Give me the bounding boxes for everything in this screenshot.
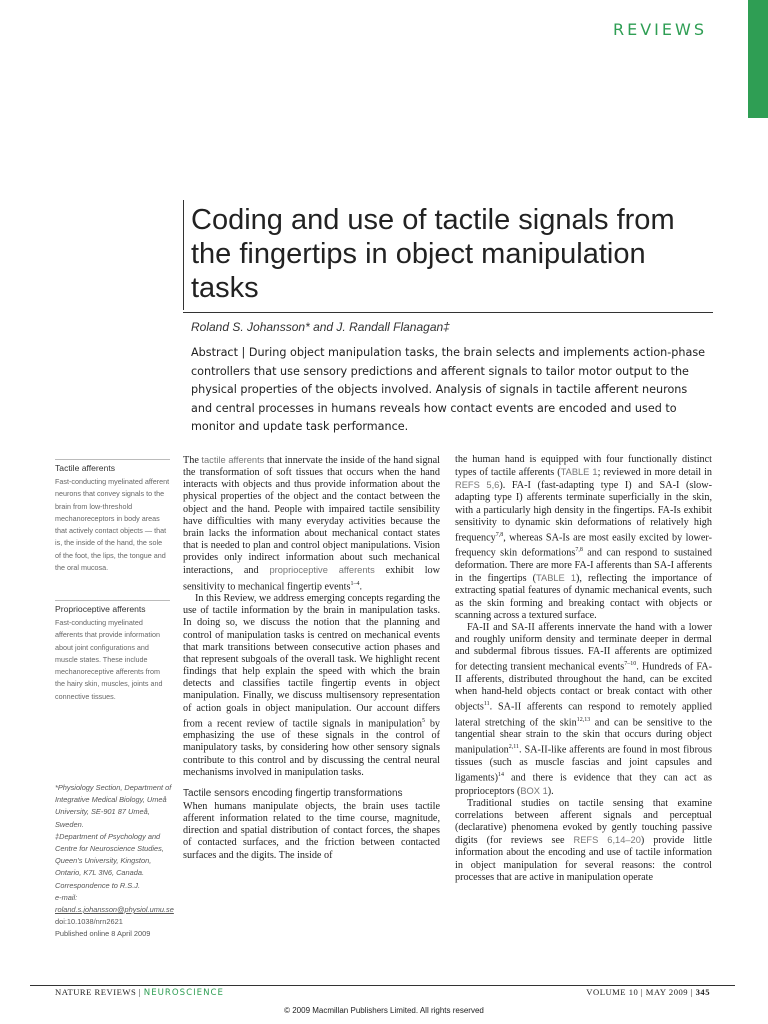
email-label: e-mail: xyxy=(55,892,78,902)
body-column-1 xyxy=(183,454,440,862)
glossary-term: Tactile afferents xyxy=(55,459,170,473)
citation: 2,11 xyxy=(508,744,520,751)
citation: 14 xyxy=(498,772,505,779)
glossary-definition: Fast-conducting myelinated afferent neurons that convey signals to the brain from low-threshold mechanoreceptors in body areas that actively contact objects — that is, the inside of the hand, the sole of the foot, the lips, the tongue and the oral mucosa. xyxy=(55,477,170,573)
section-color-bar xyxy=(748,0,768,118)
article-abstract: Abstract | During object manipulation tasks, the brain selects and implements action-phase controllers that use sensory predictions and afferent signals to tailor motor output to the physical properties of the objects involved. Analysis of signals in tactile afferent neurons and central processes in humans reveals how contact events are encoded and used to monitor and update task performance. xyxy=(191,346,706,433)
paragraph: In this Review, we address emerging concepts regarding the use of tactile information by the brain in manipulation tasks. In doing so, we discuss the notion that the planning and control of manipulation tasks is centred on mechanical events that mark transitions between consecutive action phases and that represent subgoals of the overall task. We highlight recent findings that help explain the speed with which the brain detects and classifies tactile fingertip events in object manipulation. Finally, we discuss multisensory representation of action goals in object manipulation. Our account differs from a recent review of tactile signals in manipulation$^5$ by emphasizing the use of these signals in the control of manipulatory tasks, by considering how other sensory signals contribute to this control and by discussing the central neural mechanisms involved in manipulation tasks. xyxy=(183,593,441,778)
doi: doi:10.1038/nrn2621 xyxy=(55,917,123,927)
citation: 1–4 xyxy=(350,580,360,587)
glossary-entry xyxy=(55,459,170,574)
authors-rule xyxy=(183,312,713,313)
glossary-link[interactable]: proprioceptive afferents xyxy=(269,565,375,576)
citation: 7,8 xyxy=(575,547,583,554)
journal-name: NATURE REVIEWS xyxy=(55,987,137,997)
section-tag: REVIEWS xyxy=(613,20,707,39)
footer-rule xyxy=(30,985,735,986)
glossary-entry xyxy=(55,600,170,703)
citation: 7,8 xyxy=(495,531,504,538)
refs-link[interactable]: REFS 5,6 xyxy=(455,480,500,491)
correspondence: Correspondence to R.S.J. xyxy=(55,880,141,890)
refs-link[interactable]: REFS 6,14–20 xyxy=(573,835,641,846)
paragraph: When humans manipulate objects, the brain uses tactile afferent information related to the time course, magnitude, direction and spatial distribution of contact forces, the shapes of contacted surfaces, and the friction between contacted surfaces and the digits. The inside of xyxy=(183,801,440,861)
footer-issue xyxy=(586,987,710,997)
footer-journal: NATURE REVIEWS | NEUROSCIENCE xyxy=(55,987,224,998)
email-line xyxy=(55,892,175,916)
title-rule xyxy=(183,200,184,310)
publication-date: Published online 8 April 2009 xyxy=(55,929,151,939)
volume-info: VOLUME 10 | MAY 2009 | xyxy=(586,987,696,997)
section-heading: Tactile sensors encoding fingertip transformations xyxy=(183,787,403,799)
paragraph: The tactile afferents that innervate the inside of the hand signal the transformation of soft tissues that occurs when the hand interacts with objects and thus provide information about the physical properties of the object and the contact between the object and the hand. People with impaired tactile sensibility have difficulties with many everyday activities because the brain lacks the information about mechanical contact states that is needed to plan and control object manipulations. Vision provides only indirect information about such mechanical interactions, and proprioceptive afferents exhibit low sensitivity to mechanical fingertip events$^{1-4}$. xyxy=(183,455,441,592)
table-link[interactable]: TABLE 1 xyxy=(536,573,577,584)
box-link[interactable]: BOX 1 xyxy=(520,785,548,796)
glossary-definition: Fast-conducting myelinated afferents that provide information about joint configurations and muscle states. These include mechanoreceptive afferents from the hairy skin, muscles, joints and connective tissues. xyxy=(55,618,163,701)
paragraph: Traditional studies on tactile sensing that examine correlations between afferent signals and perceptual (declarative) phenomena evoked by gently touching passive digits (for reviews see REFS 6,14–20) provide little information about the encoding and use of tactile information in object manipulation for several reasons: the control processes that are active in manipulation operate xyxy=(455,797,713,883)
affiliation-1: *Physiology Section, Department of Integrative Medical Biology, Umeå University, SE-901 87 Umeå, Sweden. xyxy=(55,783,172,829)
citation: 12,13 xyxy=(576,716,591,723)
glossary-link[interactable]: tactile afferents xyxy=(201,455,265,465)
article-authors: Roland S. Johansson* and J. Randall Flanagan‡ xyxy=(191,320,450,334)
citation: 7–10 xyxy=(624,661,637,668)
citation: 5 xyxy=(421,717,425,724)
citation: 11 xyxy=(483,701,490,708)
glossary-term: Proprioceptive afferents xyxy=(55,600,170,614)
affiliation-2: ‡Department of Psychology and Centre for Neuroscience Studies, Queen’s University, Kingston, Ontario, K7L 3N6, Canada. xyxy=(55,831,164,878)
email-link[interactable]: roland.s.johansson@physiol.umu.se xyxy=(55,905,174,915)
body-column-2 xyxy=(455,454,712,884)
paragraph: FA-II and SA-II afferents innervate the hand with a lower and roughly uniform density and terminate deeper in dermal and subdermal fibrous tissues. FA-II afferents are optimized for detecting transient mechanical events$^{7-10}$. Hundreds of FA-II afferents, distributed throughout the hand, can be excited when hand-held objects contact or break contact with other objects$^{11}$. SA-II afferents can respond to remotely applied lateral stretching of the skin$^{12,13}$ and can be sensitive to the tangential shear strain to the skin that occurs during object manipulation$^{2,11}$. SA-II-like afferents are found in most fibrous tissues (such as muscle fascias and joint capsules and ligaments)$^{14}$ and there is evidence that they can act as proprioceptors (BOX 1). xyxy=(455,621,712,797)
article-title: Coding and use of tactile signals from the fingertips in object manipulation tasks xyxy=(191,204,675,304)
table-link[interactable]: TABLE 1 xyxy=(560,467,598,478)
page-number: 345 xyxy=(695,987,710,997)
author-affiliations xyxy=(55,782,175,941)
journal-section: NEUROSCIENCE xyxy=(143,988,224,998)
copyright-notice: © 2009 Macmillan Publishers Limited. All rights reserved xyxy=(284,1006,484,1015)
paragraph: the human hand is equipped with four functionally distinct types of tactile afferents (TABLE 1; reviewed in more detail in REFS 5,6). FA-I (fast-adapting type I) and SA-I (slow-adapting type I) afferents terminate superficially in the skin, with a particularly high density in the fingertips. FA-Is exhibit sensitivity to dynamic skin deformations of relatively high frequency$^{7,8}$, whereas SA-Is are most easily excited by lower-frequency skin deformations$^{7,8}$ and can respond to sustained deformation. There are more FA-I afferents than SA-I afferents in the fingertips (TABLE 1), reflecting the importance of extracting spatial features of dynamic mechanical events, such as the skin forming and breaking contact with objects or scanning across a textured surface. xyxy=(455,454,713,621)
